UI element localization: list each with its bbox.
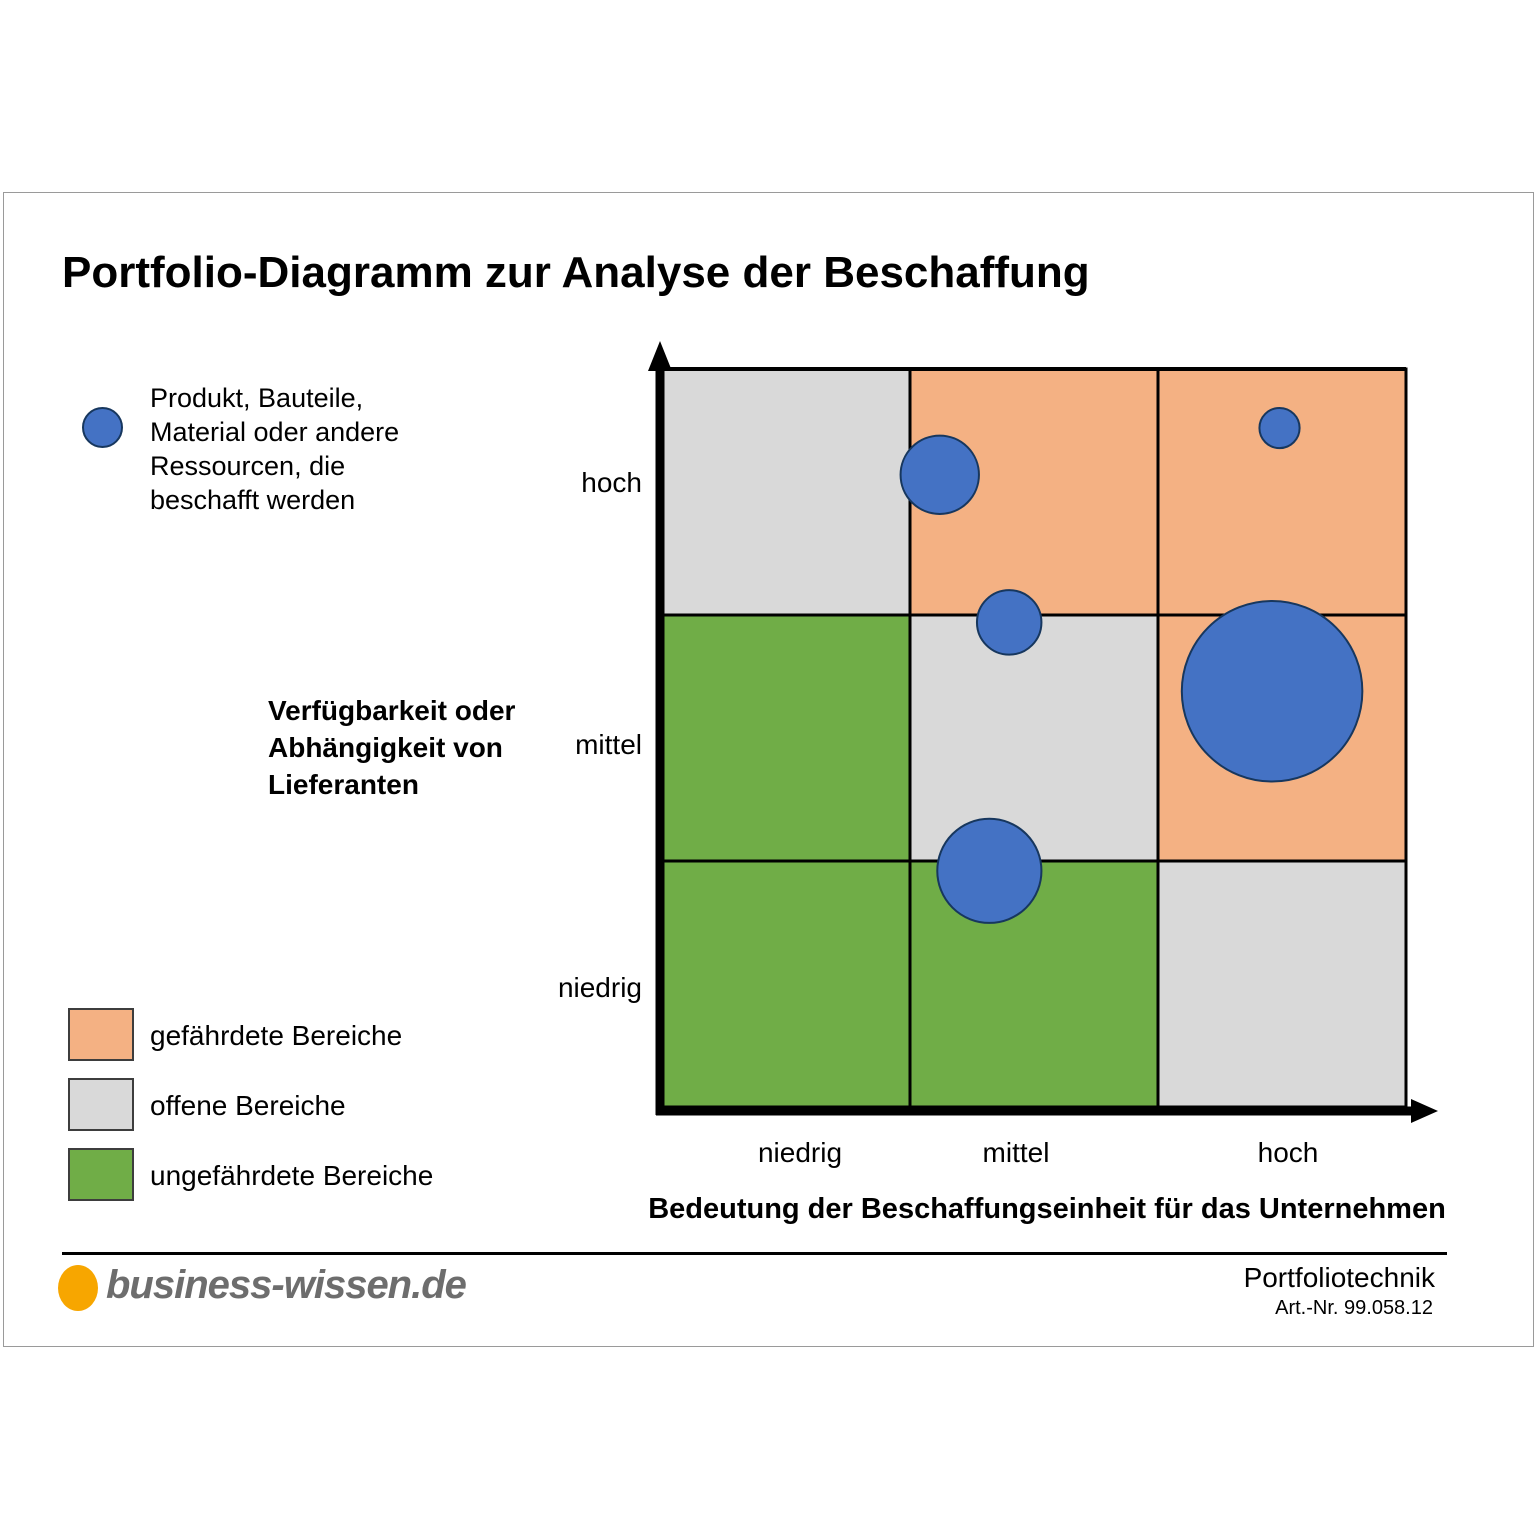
y-tick-hoch: hoch bbox=[581, 467, 642, 498]
x-tick-hoch: hoch bbox=[1257, 1137, 1319, 1168]
x-tick-mittel: mittel bbox=[982, 1137, 1050, 1168]
x-axis-label: Bedeutung der Beschaffungseinheit für das Unternehmen bbox=[648, 1193, 1446, 1225]
page-title: Portfolio-Diagramm zur Analyse der Beschaffung bbox=[62, 248, 1090, 297]
x-axis-arrowhead bbox=[1411, 1099, 1438, 1123]
legend-label-offen: offene Bereiche bbox=[150, 1090, 346, 1121]
matrix-cell-offen-r1c1 bbox=[910, 615, 1158, 861]
matrix-cell-ungefaehrdet-r2c0 bbox=[662, 861, 910, 1107]
footer-art-nr: Art.-Nr. 99.058.12 bbox=[1275, 1297, 1433, 1319]
footer-divider bbox=[62, 1252, 1447, 1255]
y-tick-mittel: mittel bbox=[575, 729, 642, 760]
product-legend-text: Produkt, Bauteile, Material oder andere Ressourcen, die beschafft werden bbox=[150, 383, 400, 515]
matrix-cell-gefaehrdet-r0c2 bbox=[1158, 369, 1406, 615]
legend-swatch-gefaehrdet bbox=[68, 1008, 134, 1061]
matrix-cell-offen-r0c0 bbox=[662, 369, 910, 615]
bubble-3 bbox=[977, 590, 1041, 654]
footer-topic: Portfoliotechnik bbox=[1243, 1262, 1435, 1293]
x-tick-niedrig: niedrig bbox=[757, 1137, 843, 1168]
legend-label-gefaehrdet: gefährdete Bereiche bbox=[150, 1020, 403, 1051]
bubble-2 bbox=[1259, 408, 1299, 448]
y-axis-label: Verfügbarkeit oder Abhängigkeit von Lieferanten bbox=[268, 695, 516, 800]
brand-dot-icon bbox=[58, 1265, 98, 1311]
matrix-cell-offen-r2c2 bbox=[1158, 861, 1406, 1107]
matrix-cell-ungefaehrdet-r1c0 bbox=[662, 615, 910, 861]
legend-swatch-ungefaehrdet bbox=[68, 1148, 134, 1201]
brand-logo-text: business-wissen.de bbox=[106, 1263, 466, 1307]
bubble-5 bbox=[937, 819, 1041, 923]
y-axis-arrowhead bbox=[648, 341, 672, 371]
legend-swatch-offen bbox=[68, 1078, 134, 1131]
legend-label-ungefaehrdet: ungefährdete Bereiche bbox=[150, 1160, 434, 1191]
product-bubble-icon bbox=[82, 407, 123, 448]
y-tick-niedrig: niedrig bbox=[557, 972, 642, 1003]
bubble-4 bbox=[1182, 601, 1363, 782]
bubble-1 bbox=[901, 436, 979, 514]
